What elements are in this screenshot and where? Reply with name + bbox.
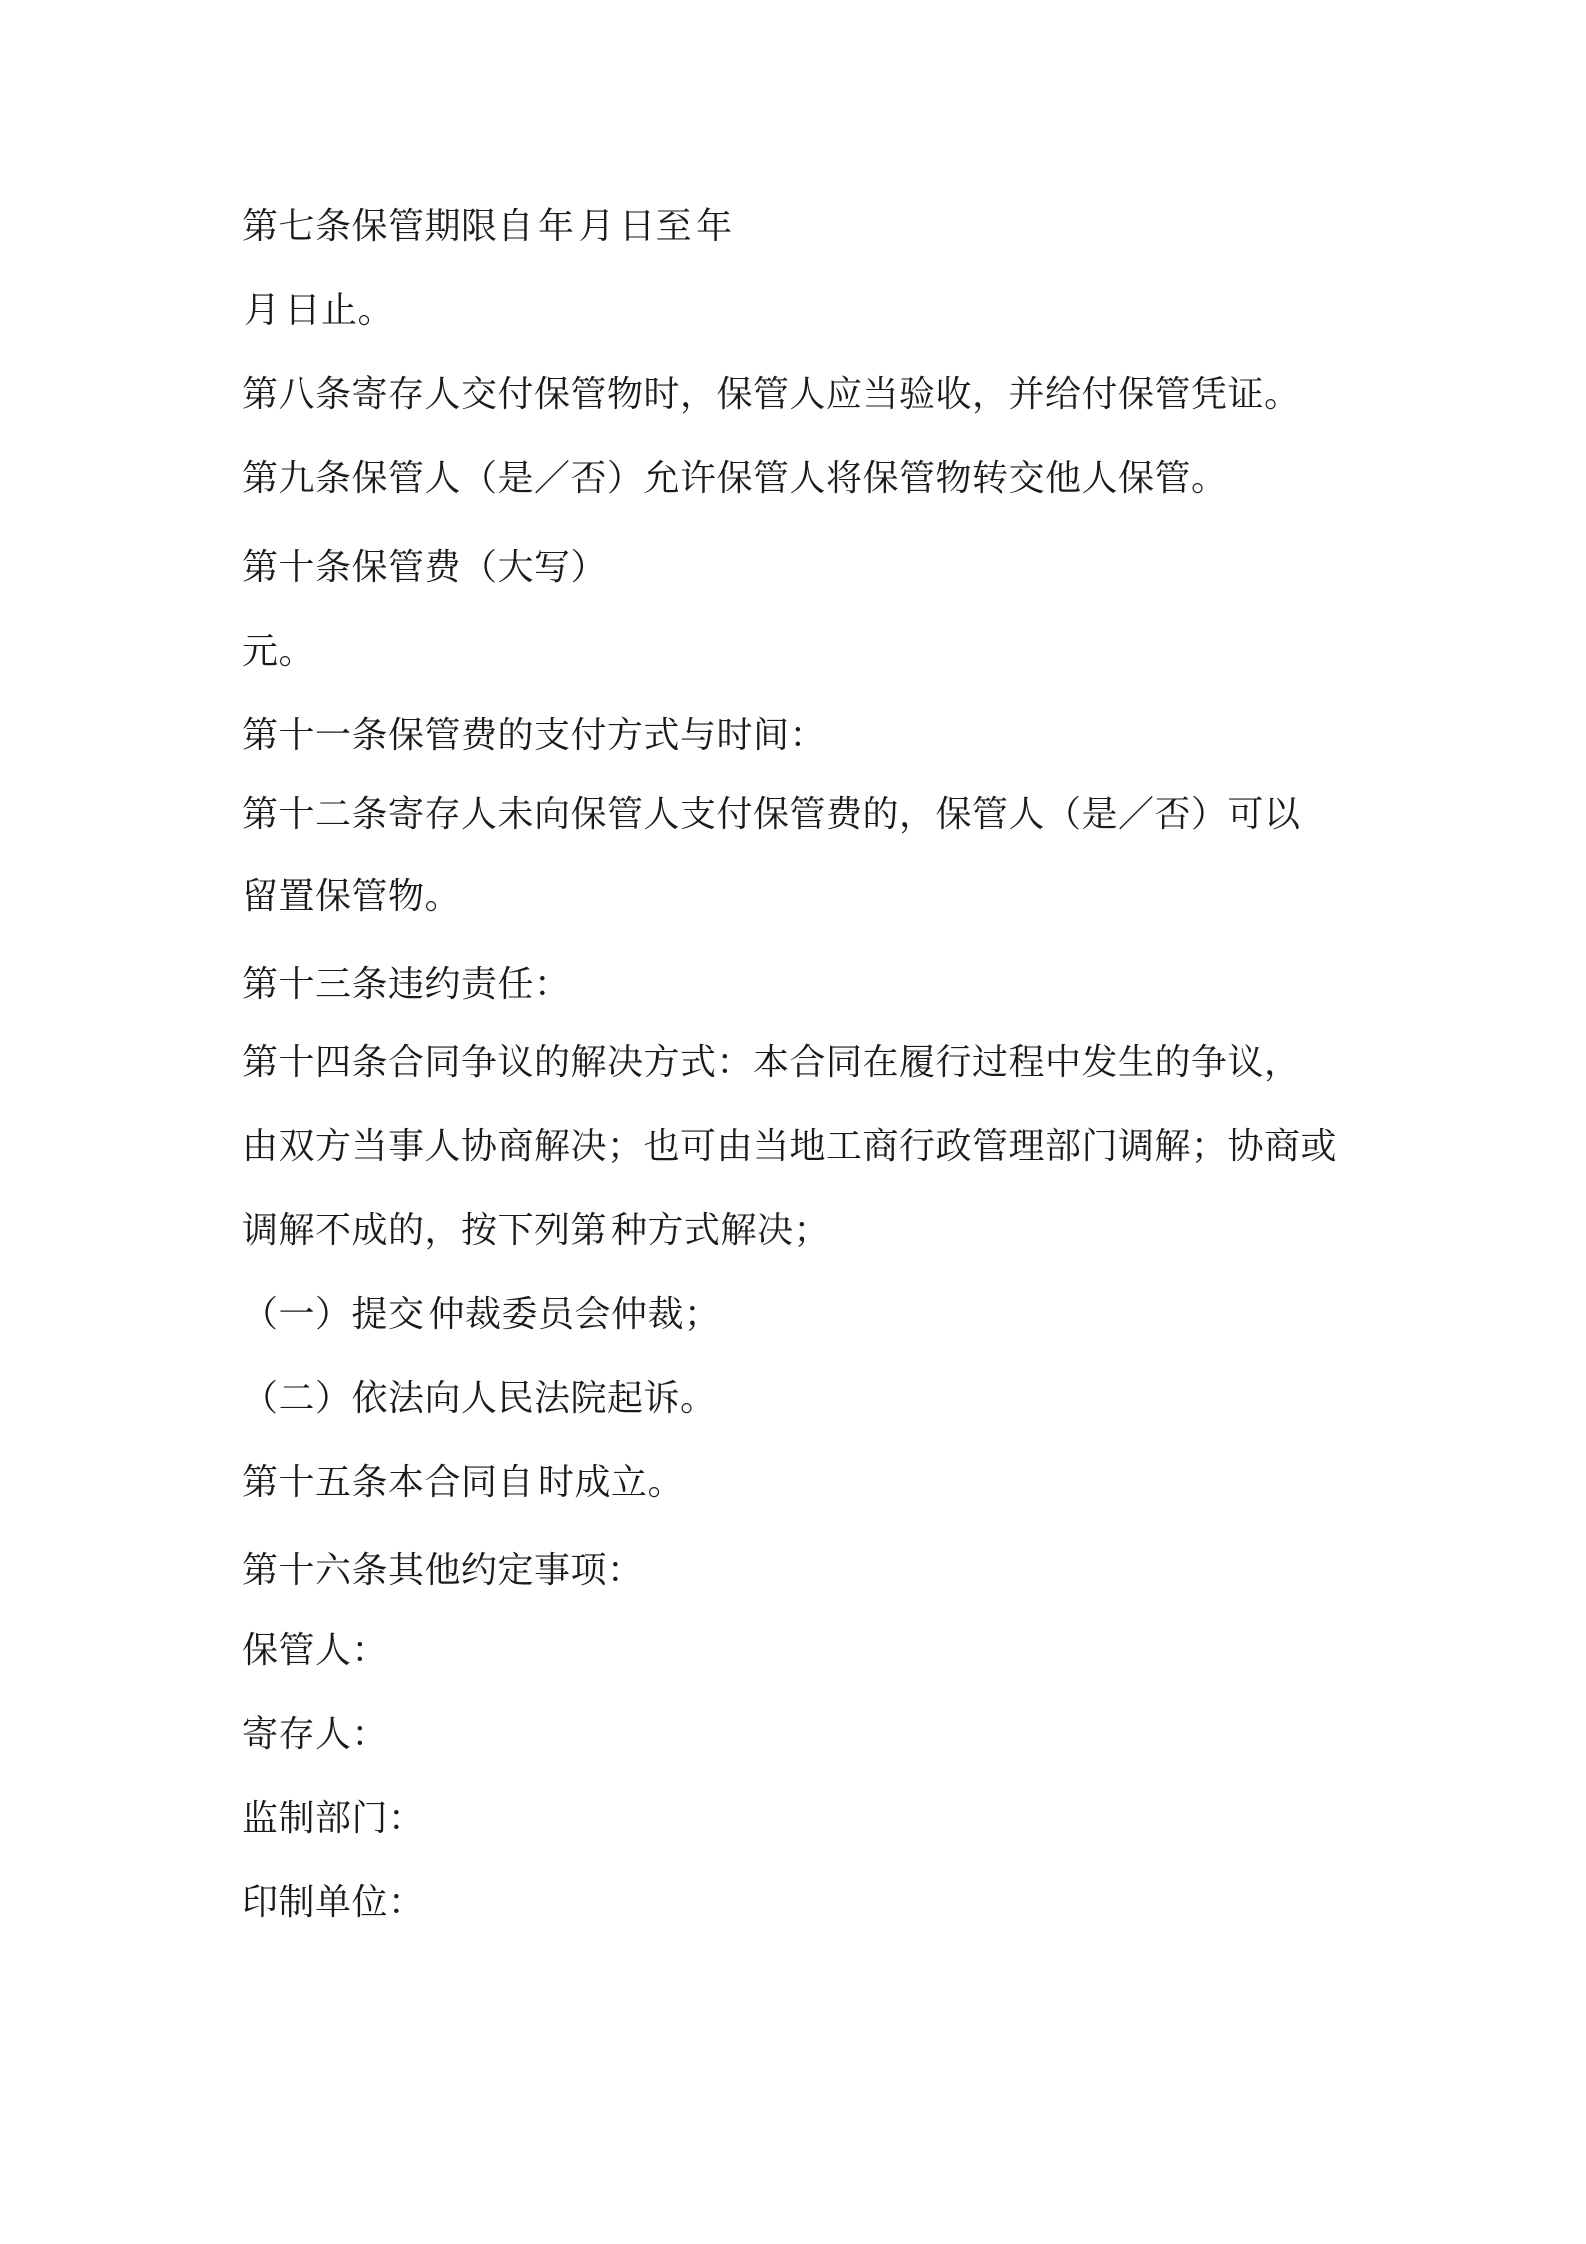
article-15 bbox=[242, 1458, 1362, 1508]
article-13 bbox=[242, 960, 1362, 1010]
article-7-text-6: 月 bbox=[244, 290, 281, 331]
article-11-text: 保管费的支付方式与时间： bbox=[388, 715, 827, 756]
article-10-text-1: 保管费（大写） bbox=[351, 547, 608, 588]
article-10-heading: 第十条 bbox=[242, 547, 352, 588]
keeper-label: 保管人： bbox=[242, 1630, 389, 1671]
article-10-line-1 bbox=[242, 543, 1362, 593]
article-7-heading: 第七条 bbox=[242, 206, 352, 247]
article-12-text-1: 寄存人未向保管人支付保管费的，保管人（是／否）可以 bbox=[388, 794, 1301, 835]
option-1-text-1: （一）提交 bbox=[242, 1294, 425, 1335]
article-7-text-7: 日止。 bbox=[284, 290, 395, 331]
article-14-text-3: 调解不成的，按下列第 bbox=[242, 1210, 608, 1251]
article-14-line-3 bbox=[242, 1206, 1362, 1256]
article-7-line-2 bbox=[242, 286, 1362, 336]
article-16-text: 其他约定事项： bbox=[388, 1550, 644, 1591]
article-14-line-2 bbox=[242, 1122, 1362, 1172]
article-10-text-2: 元。 bbox=[242, 631, 316, 672]
article-11-heading: 第十一条 bbox=[242, 715, 389, 756]
article-10-line-2 bbox=[242, 627, 1362, 677]
printer-signature bbox=[242, 1878, 1362, 1928]
article-13-heading: 第十三条 bbox=[242, 964, 389, 1005]
article-12-line-1 bbox=[242, 790, 1362, 840]
option-2-text: （二）依法向人民法院起诉。 bbox=[242, 1378, 717, 1419]
option-2 bbox=[242, 1374, 1362, 1424]
keeper-signature bbox=[242, 1626, 1362, 1676]
article-9-heading: 第九条 bbox=[242, 458, 352, 499]
article-14-text-4: 种方式解决； bbox=[611, 1210, 831, 1251]
article-7-text-1: 保管期限自 bbox=[351, 206, 535, 247]
article-14-line-1 bbox=[242, 1038, 1362, 1088]
article-9 bbox=[242, 454, 1362, 504]
article-7-text-4: 日至 bbox=[619, 206, 693, 247]
depositor-signature bbox=[242, 1710, 1362, 1760]
depositor-label: 寄存人： bbox=[242, 1714, 389, 1755]
article-9-text: 保管人（是／否）允许保管人将保管物转交他人保管。 bbox=[351, 458, 1228, 499]
article-12-text-2: 留置保管物。 bbox=[242, 876, 462, 917]
supervisor-label: 监制部门： bbox=[242, 1798, 425, 1839]
article-7-text-5: 年 bbox=[696, 206, 733, 247]
article-7-text-2: 年 bbox=[538, 206, 575, 247]
option-1 bbox=[242, 1290, 1362, 1340]
article-14-text-1: 合同争议的解决方式：本合同在履行过程中发生的争议， bbox=[388, 1042, 1301, 1083]
article-14-text-2: 由双方当事人协商解决；也可由当地工商行政管理部门调解；协商或 bbox=[242, 1126, 1338, 1167]
article-15-text-1: 本合同自 bbox=[388, 1462, 535, 1503]
article-15-heading: 第十五条 bbox=[242, 1462, 389, 1503]
article-7-line-1 bbox=[242, 202, 1362, 252]
article-8-text: 寄存人交付保管物时，保管人应当验收，并给付保管凭证。 bbox=[351, 374, 1301, 415]
printer-label: 印制单位： bbox=[242, 1882, 425, 1923]
article-14-heading: 第十四条 bbox=[242, 1042, 389, 1083]
article-16-heading: 第十六条 bbox=[242, 1550, 389, 1591]
article-15-text-2: 时成立。 bbox=[538, 1462, 685, 1503]
article-8-heading: 第八条 bbox=[242, 374, 352, 415]
supervisor-signature bbox=[242, 1794, 1362, 1844]
article-12-heading: 第十二条 bbox=[242, 794, 389, 835]
option-1-text-2: 仲裁委员会仲裁； bbox=[428, 1294, 721, 1335]
article-7-text-3: 月 bbox=[578, 206, 616, 247]
article-11 bbox=[242, 711, 1362, 761]
article-8 bbox=[242, 370, 1362, 420]
article-12-line-2 bbox=[242, 872, 1362, 922]
article-13-text: 违约责任： bbox=[388, 964, 571, 1005]
article-16 bbox=[242, 1546, 1362, 1596]
